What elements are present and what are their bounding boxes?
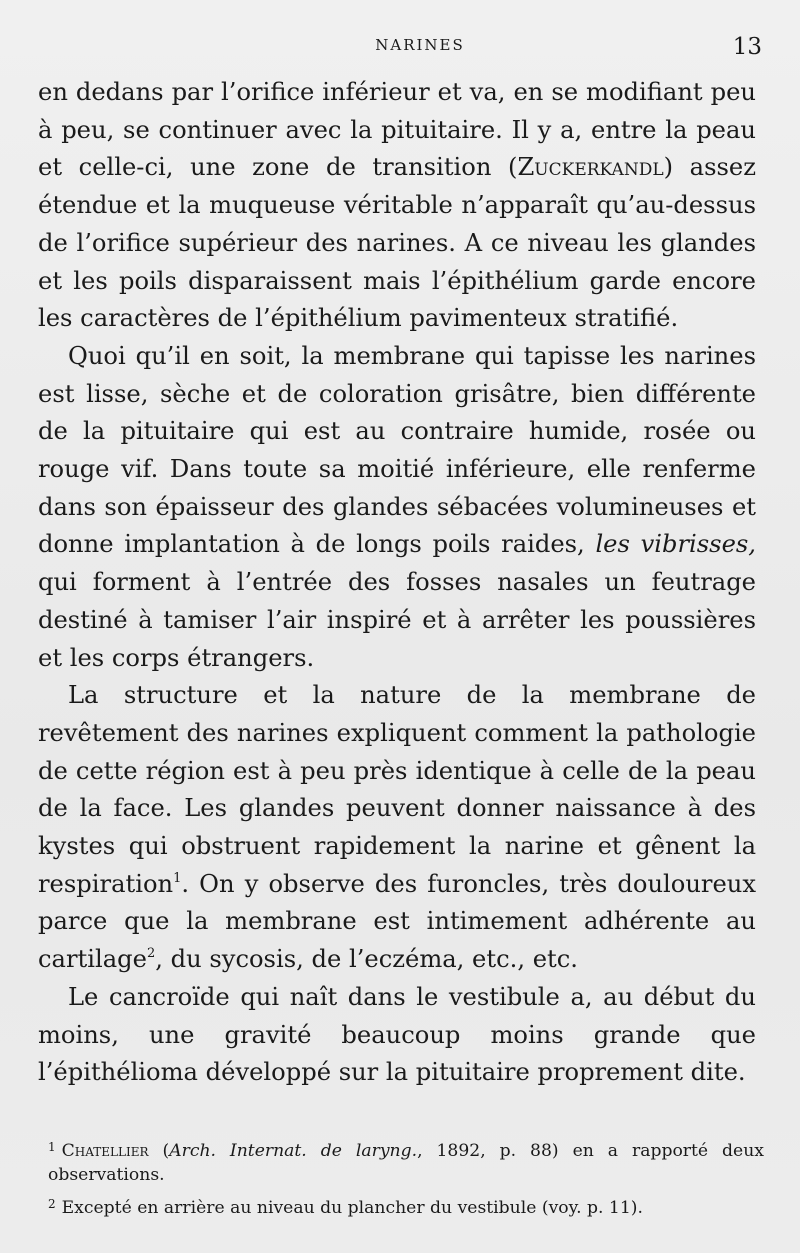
page-number: 13 [732, 34, 762, 60]
paragraph-1 [38, 74, 756, 338]
paragraph-text: en dedans par l’orifice inférieur et va, en se modifiant peu à peu, se continuer avec la pituitaire. Il y a, entre la peau et celle-ci, une zone de transition ( [38, 78, 756, 182]
paragraph-text: ) assez étendue et la muqueuse véritable n’apparaît qu’au-dessus de l’orifice supérieur des narines. A ce niveau les glandes et les poils disparaissent mais l’épithélium garde encore les caractères de l’épithélium pavimenteux stratifié. [38, 153, 756, 333]
paragraph-text: Quoi qu’il en soit, la membrane qui tapisse les narines est lisse, sèche et de coloration grisâtre, bien différente de la pituitaire qui est au contraire humide, rosée ou rouge vif. Dans toute sa moitié inférieure, elle renferme dans son épaisseur des glandes sébacées volumineuses et donne implantation à de longs poils raides, [38, 341, 756, 559]
footnote-2 [48, 1193, 764, 1221]
running-title: NARINES [375, 36, 465, 54]
footnote-ref: 2 [146, 946, 156, 962]
footnote-marker: 2 [48, 1197, 56, 1211]
footnote-1 [48, 1136, 764, 1187]
footnote-text: ( [148, 1141, 170, 1161]
paragraph-2 [38, 338, 756, 677]
footnote-source: Arch. Internat. de laryng. [169, 1141, 418, 1161]
footnote-ref: 1 [173, 870, 182, 886]
paragraph-3 [38, 677, 756, 979]
footnote-text: Excepté en arrière au niveau du plancher du vestibule (voy. p. 11). [61, 1198, 643, 1218]
paragraph-text: qui forment à l’entrée des fosses nasales un feutrage destiné à tamiser l’air inspiré et à arrêter les poussières et les corps étrangers. [38, 568, 756, 672]
footnote-author: Chatellier [61, 1141, 149, 1161]
footnote-text: , 1892, p. 88) en a rapporté deux observations. [48, 1141, 764, 1185]
paragraph-text: La structure et la nature de la membrane de revêtement des narines expliquent comment la pathologie de cette région est à peu près identique à celle de la peau de la face. Les glandes peuvent donner naissance à des kystes qui obstruent rapidement la narine et gênent la respiration [38, 681, 756, 898]
paragraph-text: , du sycosis, de l’eczéma, etc., etc. [155, 945, 578, 974]
paragraph-text: . On y observe des furoncles, très douloureux parce que la membrane est intimement adhérente au cartilage [38, 869, 756, 974]
italic-term: les vibrisses, [595, 530, 757, 559]
main-text [38, 74, 756, 1092]
paragraph-text: Le cancroïde qui naît dans le vestibule a, au début du moins, une gravité beaucoup moins grande que l’épithélioma développé sur la pituitaire proprement dite. [38, 982, 756, 1087]
paragraph-4 [38, 979, 756, 1092]
footnotes [48, 1136, 764, 1227]
author-name: Zuckerkandl [517, 153, 664, 182]
footnote-marker: 1 [48, 1140, 56, 1154]
running-head [0, 34, 800, 64]
